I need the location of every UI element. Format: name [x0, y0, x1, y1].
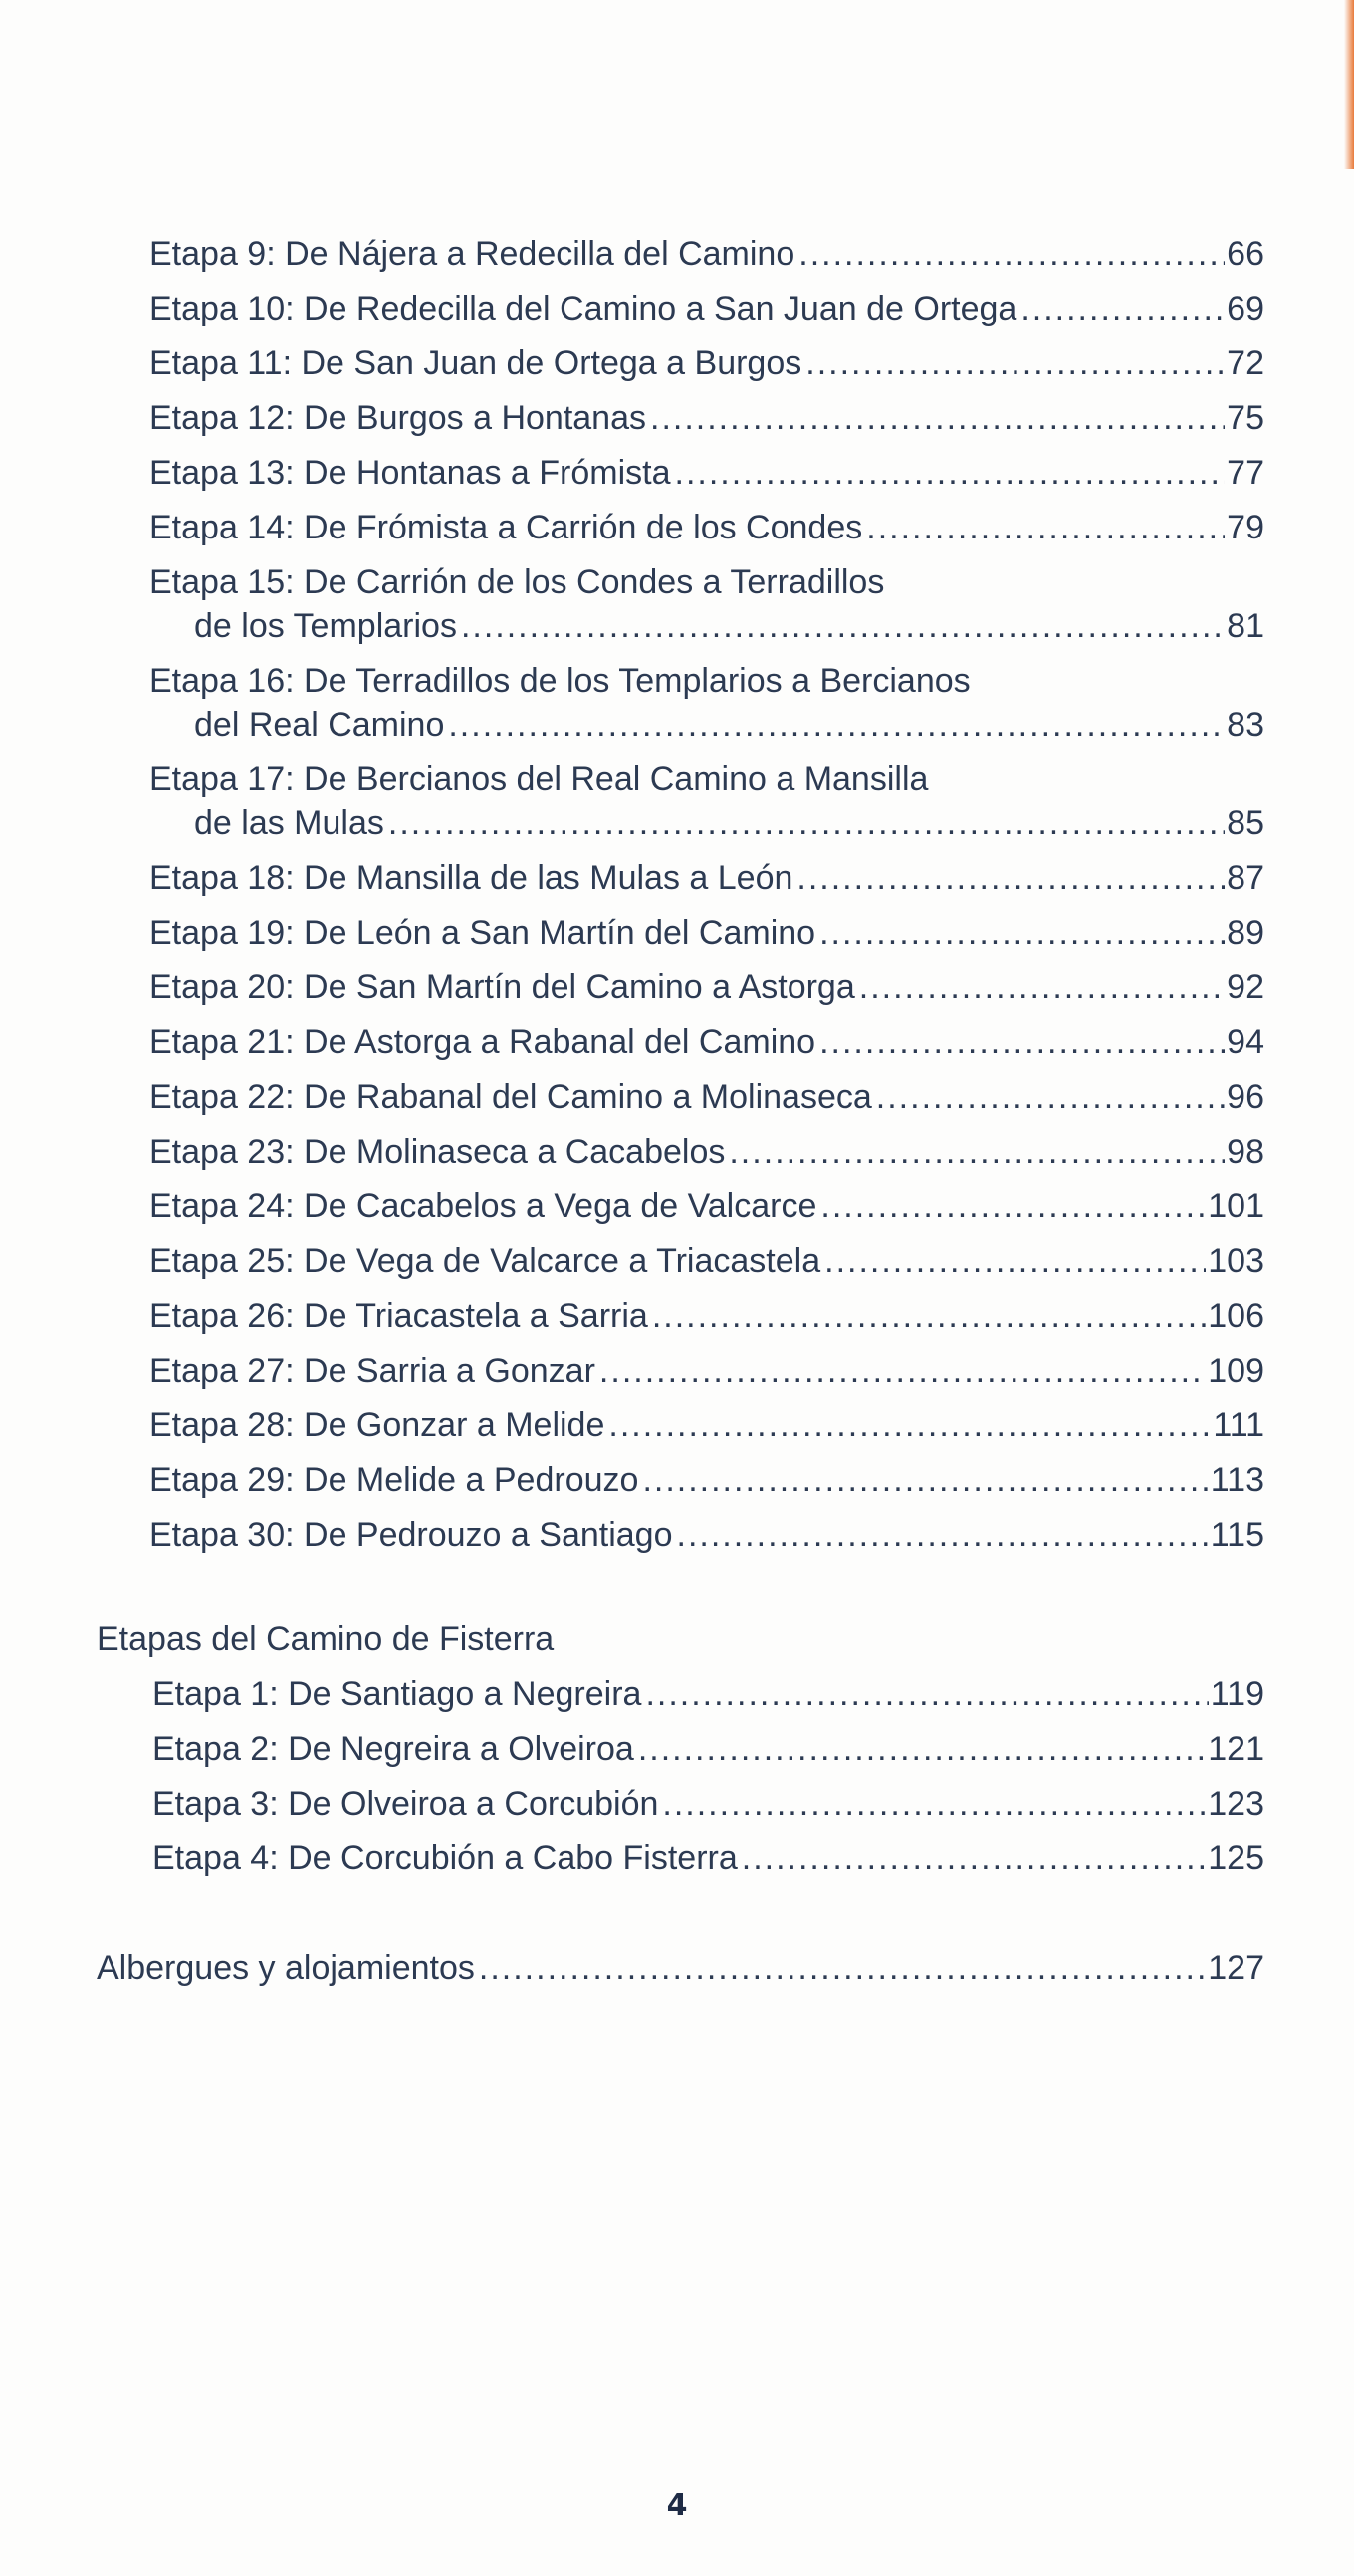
leader-dots — [820, 1184, 1206, 1228]
leader-dots — [677, 1513, 1209, 1557]
toc-entry-title-continued: de los Templarios — [194, 607, 457, 645]
toc-entry-page: 113 — [1210, 1461, 1264, 1499]
toc-entry[interactable] — [149, 911, 1264, 955]
toc-entry-page: 125 — [1208, 1839, 1264, 1877]
toc-entry-page: 109 — [1208, 1352, 1264, 1390]
toc-entry[interactable] — [149, 1458, 1264, 1502]
toc-entry-title: Etapa 2: De Negreira a Olveiroa — [152, 1730, 634, 1768]
leader-dots — [645, 1672, 1208, 1716]
leader-dots — [742, 1836, 1207, 1880]
toc-entry-title: Etapa 14: De Frómista a Carrión de los Condes — [149, 509, 863, 546]
toc-entry-title: Etapa 16: De Terradillos de los Templarios a Bercianos — [149, 662, 971, 700]
toc-entry-title: Etapa 29: De Melide a Pedrouzo — [149, 1461, 639, 1499]
toc-entry-page: 69 — [1227, 290, 1264, 327]
toc-entry-title: Etapa 23: De Molinaseca a Cacabelos — [149, 1133, 726, 1171]
toc-entry[interactable] — [149, 341, 1264, 385]
toc-entry[interactable] — [149, 396, 1264, 440]
toc-entry[interactable] — [149, 856, 1264, 900]
toc-entry[interactable] — [194, 703, 1264, 747]
toc-entry-page: 81 — [1227, 607, 1264, 645]
leader-dots — [675, 451, 1226, 495]
toc-entry-page: 123 — [1208, 1785, 1264, 1823]
toc-entry-title: Etapa 19: De León a San Martín del Camino — [149, 914, 816, 952]
leader-dots — [642, 1458, 1208, 1502]
toc-entry-page: 92 — [1227, 968, 1264, 1006]
toc-entry[interactable] — [152, 1727, 1264, 1771]
leader-dots — [796, 856, 1225, 900]
toc-entry-title: Etapa 24: De Cacabelos a Vega de Valcarce — [149, 1187, 817, 1225]
toc-entry-page: 98 — [1227, 1133, 1264, 1171]
toc-entry-title: Etapa 4: De Corcubión a Cabo Fisterra — [152, 1839, 738, 1877]
toc-entry-page: 96 — [1227, 1078, 1264, 1116]
leader-dots — [729, 1130, 1225, 1174]
toc-entry-page: 77 — [1227, 454, 1264, 492]
leader-dots — [652, 1294, 1206, 1338]
leader-dots — [798, 232, 1225, 276]
toc-entry[interactable] — [149, 1075, 1264, 1119]
toc-entry[interactable] — [149, 1403, 1264, 1447]
toc-entry-page: 106 — [1208, 1297, 1264, 1335]
toc-entry[interactable] — [149, 1239, 1264, 1283]
toc-entry-page: 72 — [1227, 344, 1264, 382]
toc-entry-title: Etapa 12: De Burgos a Hontanas — [149, 399, 646, 437]
toc-entry[interactable] — [149, 1184, 1264, 1228]
section-heading-fisterra: Etapas del Camino de Fisterra — [97, 1620, 555, 1658]
toc-entry-title-continued: de las Mulas — [194, 804, 384, 842]
toc-entry[interactable] — [149, 1294, 1264, 1338]
toc-entry-title: Etapa 15: De Carrión de los Condes a Terradillos — [149, 563, 885, 601]
toc-entry[interactable] — [194, 604, 1264, 648]
leader-dots — [819, 911, 1225, 955]
toc-entry-title: Etapa 9: De Nájera a Redecilla del Camino — [149, 235, 795, 273]
leader-dots — [448, 703, 1225, 747]
toc-entry[interactable] — [194, 801, 1264, 845]
toc-entry[interactable] — [149, 506, 1264, 549]
leader-dots — [479, 1946, 1206, 1990]
toc-entry-title-continued: del Real Camino — [194, 706, 445, 744]
toc-entry-page: 115 — [1210, 1516, 1264, 1554]
leader-dots — [859, 966, 1225, 1009]
toc-entry-title: Albergues y alojamientos — [97, 1949, 475, 1987]
toc-entry-page: 103 — [1208, 1242, 1264, 1280]
leader-dots — [650, 396, 1225, 440]
toc-entry-title: Etapa 25: De Vega de Valcarce a Triacastela — [149, 1242, 821, 1280]
toc-entry-title: Etapa 10: De Redecilla del Camino a San Juan de Ortega — [149, 290, 1017, 327]
leader-dots — [662, 1782, 1206, 1825]
leader-dots — [599, 1349, 1206, 1393]
toc-entry-title: Etapa 3: De Olveiroa a Corcubión — [152, 1785, 659, 1823]
toc-entry[interactable] — [149, 232, 1264, 276]
toc-entry-page: 94 — [1227, 1023, 1264, 1061]
toc-entry-title: Etapa 30: De Pedrouzo a Santiago — [149, 1516, 673, 1554]
toc-entry-title: Etapa 18: De Mansilla de las Mulas a León — [149, 859, 793, 897]
page-edge — [1344, 0, 1354, 169]
toc-entry[interactable] — [152, 1836, 1264, 1880]
page-number: 4 — [666, 2488, 688, 2523]
toc-entry-title: Etapa 1: De Santiago a Negreira — [152, 1675, 642, 1713]
toc-entry-title: Etapa 17: De Bercianos del Real Camino a Mansilla — [149, 760, 929, 798]
toc-entry-albergues[interactable] — [97, 1946, 1264, 1990]
leader-dots — [461, 604, 1225, 648]
toc-entry[interactable] — [149, 1349, 1264, 1393]
toc-entry-title: Etapa 28: De Gonzar a Melide — [149, 1406, 605, 1444]
leader-dots — [638, 1727, 1206, 1771]
toc-entry[interactable] — [149, 1513, 1264, 1557]
toc-entry-page: 66 — [1227, 235, 1264, 273]
toc-entry-page: 111 — [1213, 1406, 1264, 1444]
leader-dots — [866, 506, 1225, 549]
toc-entry[interactable] — [152, 1672, 1264, 1716]
toc-entry[interactable] — [149, 287, 1264, 330]
leader-dots — [1020, 287, 1225, 330]
toc-entry[interactable] — [149, 451, 1264, 495]
toc-entry-page: 75 — [1227, 399, 1264, 437]
toc-entry[interactable] — [149, 1020, 1264, 1064]
leader-dots — [805, 341, 1225, 385]
leader-dots — [388, 801, 1225, 845]
leader-dots — [819, 1020, 1225, 1064]
toc-entry-title: Etapa 26: De Triacastela a Sarria — [149, 1297, 648, 1335]
toc-entry-title: Etapa 20: De San Martín del Camino a Astorga — [149, 968, 855, 1006]
toc-entry-page: 121 — [1208, 1730, 1264, 1768]
leader-dots — [876, 1075, 1225, 1119]
toc-entry-page: 101 — [1208, 1187, 1264, 1225]
toc-entry-title: Etapa 11: De San Juan de Ortega a Burgos — [149, 344, 802, 382]
toc-entry-page: 79 — [1227, 509, 1264, 546]
toc-entry-title: Etapa 13: De Hontanas a Frómista — [149, 454, 671, 492]
toc-entry-title: Etapa 22: De Rabanal del Camino a Molinaseca — [149, 1078, 872, 1116]
toc-entry-title: Etapa 21: De Astorga a Rabanal del Camino — [149, 1023, 816, 1061]
toc-entry-page: 89 — [1227, 914, 1264, 952]
toc-entry[interactable] — [149, 1130, 1264, 1174]
toc-entry-title: Etapa 27: De Sarria a Gonzar — [149, 1352, 595, 1390]
toc-entry-page: 83 — [1227, 706, 1264, 744]
toc-entry-page: 85 — [1227, 804, 1264, 842]
toc-entry[interactable] — [152, 1782, 1264, 1825]
leader-dots — [824, 1239, 1206, 1283]
toc-entry-page: 127 — [1208, 1949, 1264, 1987]
toc-entry-page: 87 — [1227, 859, 1264, 897]
toc-entry-page: 119 — [1210, 1675, 1264, 1713]
toc-entry[interactable] — [149, 966, 1264, 1009]
leader-dots — [608, 1403, 1211, 1447]
